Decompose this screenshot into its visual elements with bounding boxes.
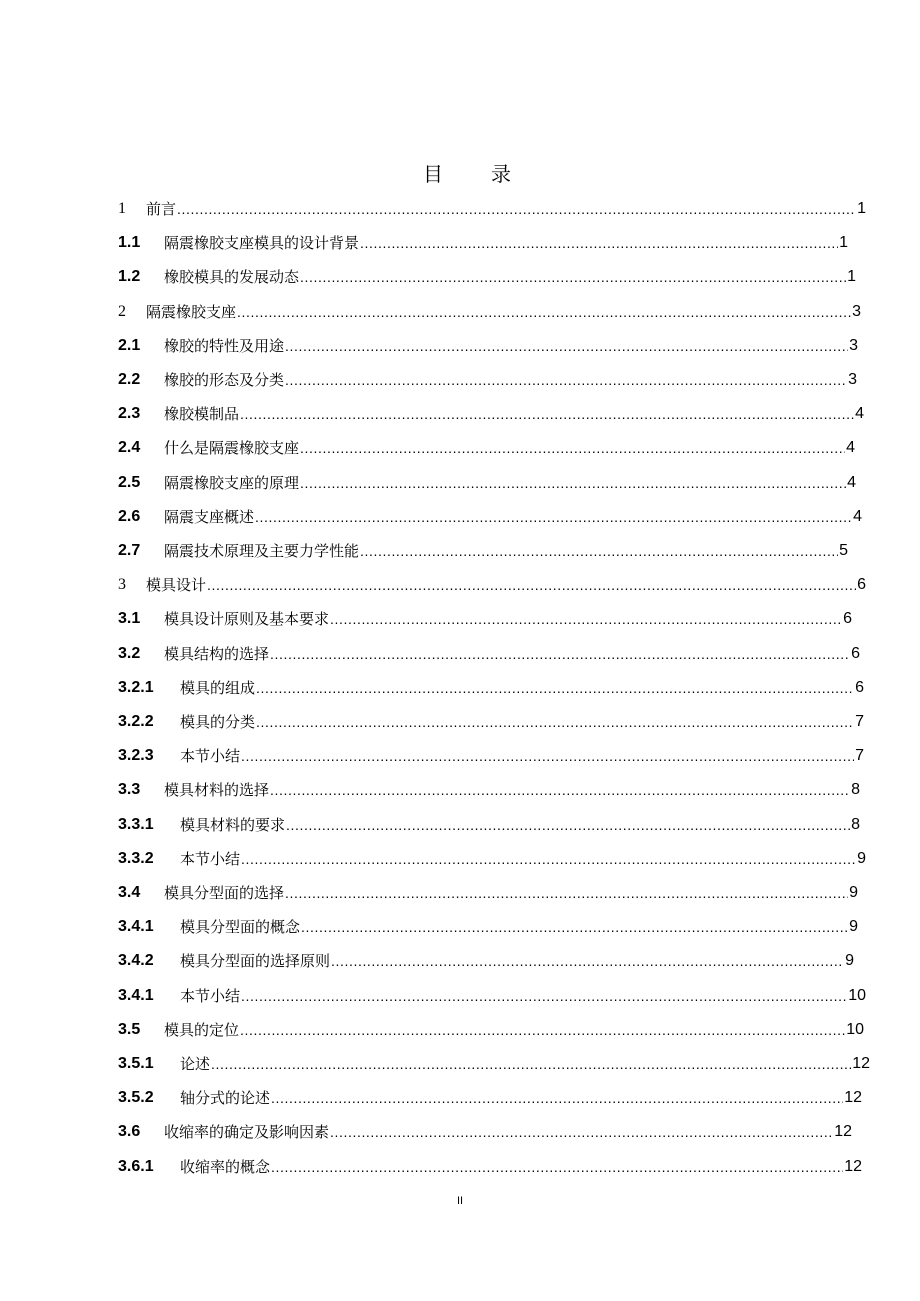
toc-entry-number: 3.5 (118, 1020, 141, 1038)
toc-dot-leader (360, 233, 838, 253)
toc-entry-page: 8 (851, 781, 860, 799)
toc-entry-title: 轴分式的论述 (180, 1089, 271, 1108)
toc-entry-title: 收缩率的概念 (180, 1157, 271, 1176)
toc-dot-leader (331, 951, 844, 971)
toc-dot-leader (241, 986, 847, 1006)
toc-entry[interactable] (118, 710, 864, 732)
toc-entry-title: 橡胶模制品 (164, 405, 240, 424)
toc-dot-leader (300, 473, 846, 493)
toc-entry-page: 9 (849, 918, 858, 936)
toc-entry-page: 3 (849, 336, 858, 354)
toc-dot-leader (271, 1157, 843, 1177)
toc-dot-leader (240, 404, 854, 424)
toc-dot-leader (285, 336, 848, 356)
toc-entry-title: 本节小结 (180, 747, 241, 766)
toc-entry-number: 3.2.1 (118, 678, 154, 696)
toc-entry-number: 3.6 (118, 1123, 141, 1141)
toc-entry-page: 7 (855, 713, 864, 730)
toc-entry[interactable] (118, 300, 861, 322)
toc-entry-title: 模具设计原则及基本要求 (164, 610, 330, 629)
toc-entry[interactable] (118, 505, 862, 527)
toc-entry-title: 隔震橡胶支座 (146, 302, 237, 321)
toc-dot-leader (285, 883, 848, 903)
toc-dot-leader (286, 815, 850, 835)
toc-dot-leader (300, 438, 845, 458)
toc-dot-leader (237, 302, 851, 322)
toc-entry-number: 3.4.2 (118, 952, 154, 970)
toc-entry-page: 6 (843, 610, 852, 628)
toc-entry-number: 3.4.1 (118, 986, 154, 1004)
toc-entry-number: 3.5.1 (118, 1055, 154, 1072)
toc-entry-number: 2.6 (118, 507, 141, 525)
toc-entry[interactable] (118, 1086, 862, 1108)
toc-entry-number: 2.7 (118, 542, 141, 559)
toc-entry-number: 3.5.2 (118, 1089, 154, 1107)
toc-entry[interactable] (118, 984, 866, 1006)
toc-entry-page: 4 (846, 439, 855, 457)
toc-entry[interactable] (118, 915, 858, 937)
toc-entry-title: 什么是隔震橡胶支座 (164, 439, 300, 458)
toc-entry[interactable] (118, 231, 848, 253)
toc-entry[interactable] (118, 334, 858, 356)
toc-entry-number: 2.5 (118, 473, 141, 491)
toc-entry-number: 1.2 (118, 268, 141, 286)
toc-entry-title: 模具材料的要求 (180, 815, 286, 834)
toc-dot-leader (271, 1088, 843, 1108)
toc-entry[interactable] (118, 778, 860, 800)
toc-entry-page: 4 (855, 405, 864, 423)
toc-entry-page: 1 (847, 268, 856, 286)
toc-entry-title: 本节小结 (180, 849, 241, 868)
toc-entry-page: 8 (851, 815, 860, 833)
toc-entry[interactable] (118, 197, 866, 219)
toc-entry[interactable] (118, 368, 857, 390)
toc-entry-page: 6 (855, 678, 864, 696)
toc-dot-leader (360, 541, 838, 561)
toc-entry[interactable] (118, 1052, 870, 1074)
toc-entry[interactable] (118, 1018, 864, 1040)
toc-dot-leader (255, 507, 852, 527)
toc-dot-leader (207, 575, 856, 595)
page-number-footer: II (456, 1195, 464, 1207)
toc-entry-number: 3.1 (118, 610, 141, 628)
toc-entry[interactable] (118, 471, 856, 493)
toc-dot-leader (285, 370, 847, 390)
toc-entry-page: 3 (852, 302, 861, 320)
toc-title: 目 录 (423, 162, 525, 186)
toc-entry-number: 1.1 (118, 234, 141, 252)
toc-entry-number: 3.2.2 (118, 713, 154, 730)
toc-entry-title: 橡胶的形态及分类 (164, 371, 285, 389)
toc-entry-title: 本节小结 (180, 986, 241, 1005)
toc-dot-leader (256, 678, 854, 698)
toc-entry[interactable] (118, 676, 864, 698)
toc-entry-title: 隔震技术原理及主要力学性能 (164, 542, 360, 560)
toc-dot-leader (330, 609, 842, 629)
toc-entry-title: 模具材料的选择 (164, 781, 270, 800)
toc-entry-number: 3.4 (118, 884, 141, 901)
toc-entry[interactable] (118, 1155, 862, 1177)
toc-dot-leader (270, 780, 850, 800)
toc-dot-leader (270, 644, 850, 664)
toc-entry-page: 4 (847, 473, 856, 491)
toc-entry-title: 模具的组成 (180, 678, 256, 697)
toc-dot-leader (301, 917, 848, 937)
toc-entry-title: 模具分型面的选择 (164, 884, 285, 902)
toc-entry[interactable] (118, 607, 852, 629)
toc-dot-leader (241, 746, 854, 766)
toc-entry-page: 12 (834, 1123, 852, 1141)
toc-entry-page: 12 (852, 1055, 870, 1072)
toc-entry[interactable] (118, 744, 864, 766)
toc-entry[interactable] (118, 847, 866, 869)
toc-entry-page: 1 (839, 234, 848, 252)
toc-entry[interactable] (118, 881, 858, 903)
toc-dot-leader (241, 849, 856, 869)
toc-entry[interactable] (118, 573, 866, 595)
toc-entry-title: 隔震橡胶支座模具的设计背景 (164, 234, 360, 253)
toc-dot-leader (256, 712, 854, 732)
toc-entry-title: 隔震橡胶支座的原理 (164, 473, 300, 492)
toc-entry-title: 模具分型面的选择原则 (180, 952, 331, 971)
toc-entry[interactable] (118, 949, 854, 971)
toc-entry[interactable] (118, 402, 864, 424)
toc-entry-number: 3.2.3 (118, 747, 154, 765)
toc-dot-leader (240, 1020, 845, 1040)
toc-entry-number: 3.3 (118, 781, 141, 799)
toc-dot-leader (330, 1122, 833, 1142)
toc-dot-leader (211, 1054, 851, 1074)
toc-entry-page: 4 (853, 507, 862, 525)
toc-entry-number: 2.4 (118, 439, 141, 457)
toc-entry-page: 9 (845, 952, 854, 970)
toc-entry-page: 6 (857, 576, 866, 594)
toc-entry[interactable] (118, 436, 855, 458)
toc-entry[interactable] (118, 1120, 852, 1142)
toc-entry-page: 10 (846, 1020, 864, 1038)
toc-entry-number: 2 (118, 302, 126, 320)
toc-entry[interactable] (118, 265, 856, 287)
toc-entry-number: 3.3.2 (118, 849, 154, 867)
toc-entry-page: 1 (857, 200, 866, 217)
toc-entry-page: 3 (848, 371, 857, 388)
toc-entry-number: 2.2 (118, 371, 141, 388)
toc-entry-page: 12 (844, 1157, 862, 1175)
toc-entry-title: 模具分型面的概念 (180, 918, 301, 937)
toc-entry-title: 橡胶模具的发展动态 (164, 268, 300, 287)
toc-entry[interactable] (118, 813, 860, 835)
toc-dot-leader (300, 267, 846, 287)
toc-entry-page: 9 (857, 849, 866, 867)
toc-entry-title: 隔震支座概述 (164, 507, 255, 526)
toc-dot-leader (177, 199, 856, 219)
toc-entry-title: 论述 (180, 1055, 211, 1073)
toc-entry-title: 模具的定位 (164, 1020, 240, 1039)
toc-entry-number: 3 (118, 576, 126, 594)
toc-entry-number: 3.2 (118, 644, 141, 662)
toc-entry-title: 前言 (146, 200, 177, 218)
toc-entry-number: 2.3 (118, 405, 141, 423)
toc-entry-number: 3.4.1 (118, 918, 154, 936)
toc-entry[interactable] (118, 642, 860, 664)
toc-entry-page: 5 (839, 542, 848, 559)
toc-entry-number: 2.1 (118, 336, 141, 354)
toc-entry-page: 10 (848, 986, 866, 1004)
toc-entry-number: 3.3.1 (118, 815, 154, 833)
toc-entry-title: 橡胶的特性及用途 (164, 336, 285, 355)
toc-entry-page: 7 (855, 747, 864, 765)
toc-entry[interactable] (118, 539, 848, 561)
toc-entry-page: 9 (849, 884, 858, 901)
toc-entry-title: 模具设计 (146, 576, 207, 595)
toc-entry-title: 收缩率的确定及影响因素 (164, 1123, 330, 1142)
toc-entry-page: 6 (851, 644, 860, 662)
toc-entry-title: 模具结构的选择 (164, 644, 270, 663)
toc-entry-page: 12 (844, 1089, 862, 1107)
toc-entry-title: 模具的分类 (180, 713, 256, 731)
toc-entry-number: 1 (118, 200, 126, 217)
toc-entry-number: 3.6.1 (118, 1157, 154, 1175)
